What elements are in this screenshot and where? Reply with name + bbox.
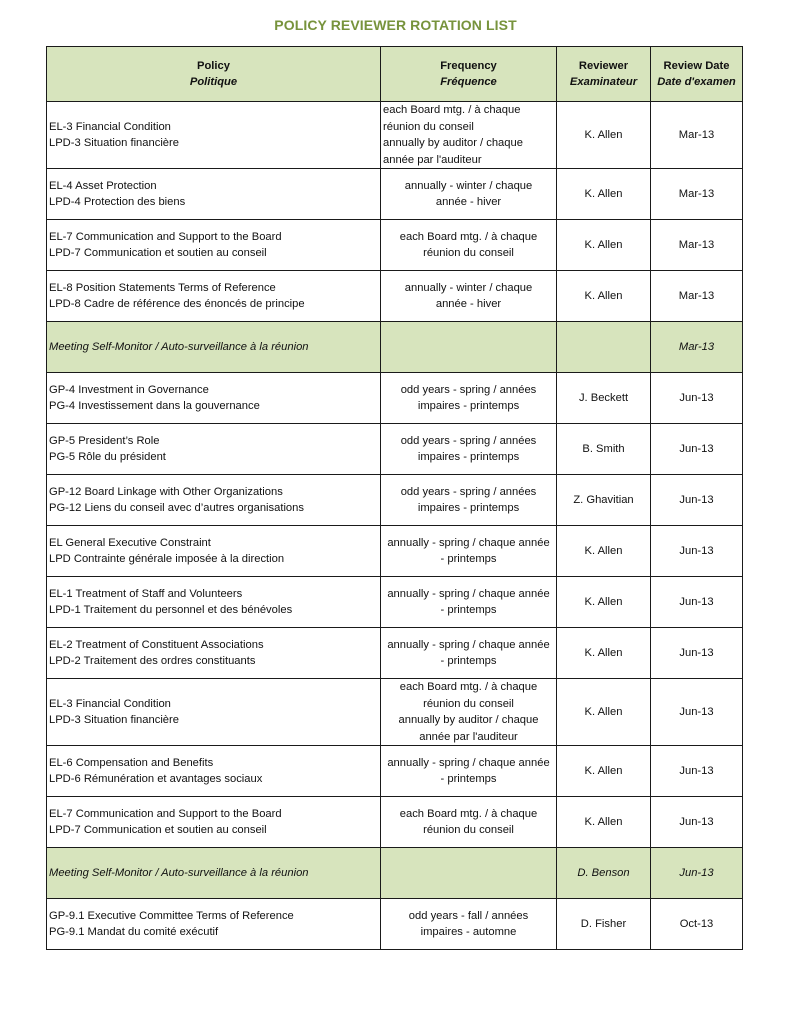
header-frequency	[381, 47, 557, 102]
frequency-line: impaires - automne	[420, 926, 517, 938]
frequency-line: annually - spring / chaque année	[387, 587, 550, 600]
review-date-cell: Jun-13	[651, 797, 743, 848]
policy-cell	[47, 848, 381, 899]
policy-line: GP-4 Investment in Governance	[49, 383, 209, 396]
policy-line: EL-2 Treatment of Constituent Associations	[49, 638, 264, 651]
frequency-cell	[381, 899, 557, 950]
policy-cell	[47, 679, 381, 746]
reviewer-cell: K. Allen	[557, 628, 651, 679]
review-date-cell: Mar-13	[651, 322, 743, 373]
header-frequency-fr: Fréquence	[440, 76, 497, 88]
policy-cell	[47, 169, 381, 220]
frequency-line: odd years - spring / années	[400, 383, 537, 396]
reviewer-cell: K. Allen	[557, 746, 651, 797]
header-date	[651, 47, 743, 102]
table-row	[47, 577, 743, 628]
policy-cell	[47, 102, 381, 169]
reviewer-cell: D. Benson	[557, 848, 651, 899]
policy-line: LPD-7 Communication et soutien au conseil	[49, 824, 267, 836]
policy-line: LPD-1 Traitement du personnel et des bénévoles	[49, 604, 293, 616]
policy-line: EL-1 Treatment of Staff and Volunteers	[49, 587, 243, 600]
reviewer-cell	[557, 322, 651, 373]
frequency-line: each Board mtg. / à chaque	[399, 230, 538, 243]
policy-line: LPD-8 Cadre de référence des énoncés de principe	[49, 298, 305, 310]
frequency-line: réunion du conseil	[423, 247, 514, 259]
frequency-line: - printemps	[440, 553, 497, 565]
policy-cell	[47, 526, 381, 577]
policy-cell	[47, 424, 381, 475]
frequency-line: réunion du conseil	[423, 697, 514, 710]
frequency-cell	[381, 322, 557, 373]
header-row	[47, 47, 743, 102]
review-date-cell: Jun-13	[651, 526, 743, 577]
frequency-cell	[381, 526, 557, 577]
frequency-line: impaires - printemps	[417, 502, 520, 514]
frequency-line: each Board mtg. / à chaque	[399, 807, 538, 820]
table-row	[47, 102, 743, 169]
table-row	[47, 169, 743, 220]
header-reviewer-en: Reviewer	[578, 59, 629, 72]
rotation-table	[46, 46, 743, 950]
frequency-line: impaires - printemps	[417, 451, 520, 463]
policy-cell	[47, 271, 381, 322]
reviewer-cell: K. Allen	[557, 169, 651, 220]
policy-line: Meeting Self-Monitor / Auto-surveillance à la réunion	[49, 340, 309, 353]
header-date-en: Review Date	[663, 59, 730, 72]
review-date-cell: Mar-13	[651, 271, 743, 322]
frequency-line: année par l'auditeur	[419, 730, 518, 743]
frequency-line: annually by auditor / chaque	[383, 137, 523, 149]
frequency-cell	[381, 102, 557, 169]
policy-cell	[47, 577, 381, 628]
policy-line: EL-7 Communication and Support to the Board	[49, 807, 282, 820]
policy-line: LPD-6 Rémunération et avantages sociaux	[49, 773, 263, 785]
policy-line: Meeting Self-Monitor / Auto-surveillance à la réunion	[49, 866, 309, 879]
review-date-cell: Mar-13	[651, 102, 743, 169]
frequency-cell	[381, 271, 557, 322]
table-row	[47, 797, 743, 848]
table-row	[47, 526, 743, 577]
reviewer-cell: K. Allen	[557, 526, 651, 577]
policy-line: LPD Contrainte générale imposée à la direction	[49, 553, 285, 565]
frequency-line: annually - spring / chaque année	[387, 536, 550, 549]
frequency-line: odd years - fall / années	[408, 909, 529, 922]
reviewer-cell: K. Allen	[557, 797, 651, 848]
frequency-line: odd years - spring / années	[400, 485, 537, 498]
frequency-cell	[381, 628, 557, 679]
frequency-line: annually - winter / chaque	[404, 179, 533, 192]
frequency-line: annually - winter / chaque	[404, 281, 533, 294]
reviewer-cell: J. Beckett	[557, 373, 651, 424]
reviewer-cell: K. Allen	[557, 679, 651, 746]
header-reviewer-fr: Examinateur	[569, 76, 638, 88]
frequency-cell	[381, 679, 557, 746]
reviewer-cell: K. Allen	[557, 577, 651, 628]
policy-line: LPD-2 Traitement des ordres constituants	[49, 655, 256, 667]
frequency-cell	[381, 169, 557, 220]
policy-line: GP-9.1 Executive Committee Terms of Reference	[49, 909, 294, 922]
header-policy	[47, 47, 381, 102]
policy-line: LPD-3 Situation financière	[49, 714, 179, 726]
review-date-cell: Jun-13	[651, 679, 743, 746]
table-row	[47, 424, 743, 475]
header-policy-fr: Politique	[189, 76, 238, 88]
frequency-cell	[381, 475, 557, 526]
reviewer-cell: D. Fisher	[557, 899, 651, 950]
policy-cell	[47, 628, 381, 679]
document-title: POLICY REVIEWER ROTATION LIST	[274, 17, 517, 33]
frequency-cell	[381, 577, 557, 628]
policy-line: LPD-7 Communication et soutien au conseil	[49, 247, 267, 259]
policy-line: PG-4 Investissement dans la gouvernance	[49, 400, 260, 412]
frequency-line: année - hiver	[435, 196, 502, 208]
reviewer-cell: Z. Ghavitian	[557, 475, 651, 526]
policy-line: PG-5 Rôle du président	[49, 451, 166, 463]
policy-cell	[47, 746, 381, 797]
frequency-line: annually - spring / chaque année	[387, 638, 550, 651]
frequency-line: annually by auditor / chaque	[398, 714, 539, 726]
frequency-cell	[381, 424, 557, 475]
frequency-line: réunion du conseil	[423, 824, 514, 836]
policy-line: EL-6 Compensation and Benefits	[49, 756, 214, 769]
review-date-cell: Jun-13	[651, 475, 743, 526]
policy-line: LPD-4 Protection des biens	[49, 196, 186, 208]
policy-cell	[47, 373, 381, 424]
policy-line: EL-8 Position Statements Terms of Reference	[49, 281, 276, 294]
reviewer-cell: K. Allen	[557, 271, 651, 322]
table-row	[47, 679, 743, 746]
header-policy-en: Policy	[197, 59, 230, 72]
policy-line: EL-7 Communication and Support to the Board	[49, 230, 282, 243]
frequency-line: année - hiver	[435, 298, 502, 310]
meeting-row	[47, 848, 743, 899]
review-date-cell: Jun-13	[651, 628, 743, 679]
table-row	[47, 271, 743, 322]
review-date-cell: Mar-13	[651, 169, 743, 220]
reviewer-cell: K. Allen	[557, 102, 651, 169]
table-row	[47, 746, 743, 797]
frequency-line: each Board mtg. / à chaque	[383, 104, 521, 116]
policy-line: LPD-3 Situation financière	[49, 137, 179, 149]
table-row	[47, 475, 743, 526]
policy-cell	[47, 797, 381, 848]
review-date-cell: Jun-13	[651, 373, 743, 424]
frequency-cell	[381, 746, 557, 797]
frequency-line: annually - spring / chaque année	[387, 756, 550, 769]
table-body	[47, 102, 743, 950]
policy-line: GP-5 President’s Role	[49, 434, 160, 447]
header-date-fr: Date d'examen	[657, 76, 736, 88]
review-date-cell: Jun-13	[651, 577, 743, 628]
policy-line: EL General Executive Constraint	[49, 536, 211, 549]
table-row	[47, 628, 743, 679]
table-row	[47, 220, 743, 271]
policy-line: EL-3 Financial Condition	[49, 697, 171, 710]
policy-line: GP-12 Board Linkage with Other Organizations	[49, 485, 283, 498]
policy-line: PG-9.1 Mandat du comité exécutif	[49, 926, 219, 938]
table-row	[47, 373, 743, 424]
reviewer-cell: K. Allen	[557, 220, 651, 271]
meeting-row	[47, 322, 743, 373]
frequency-line: - printemps	[440, 604, 497, 616]
review-date-cell: Mar-13	[651, 220, 743, 271]
policy-cell	[47, 899, 381, 950]
header-reviewer	[557, 47, 651, 102]
frequency-line: année par l'auditeur	[383, 153, 482, 166]
frequency-line: each Board mtg. / à chaque	[399, 681, 538, 693]
policy-cell	[47, 322, 381, 373]
frequency-line: odd years - spring / années	[400, 434, 537, 447]
frequency-cell	[381, 797, 557, 848]
policy-line: PG-12 Liens du conseil avec d’autres organisations	[49, 502, 304, 514]
header-frequency-en: Frequency	[440, 59, 497, 72]
policy-line: EL-3 Financial Condition	[49, 120, 171, 133]
review-date-cell: Oct-13	[651, 899, 743, 950]
table-row	[47, 899, 743, 950]
frequency-cell	[381, 220, 557, 271]
frequency-cell	[381, 373, 557, 424]
reviewer-cell: B. Smith	[557, 424, 651, 475]
review-date-cell: Jun-13	[651, 424, 743, 475]
frequency-line: - printemps	[440, 655, 497, 667]
review-date-cell: Jun-13	[651, 746, 743, 797]
policy-line: EL-4 Asset Protection	[49, 179, 157, 192]
policy-cell	[47, 220, 381, 271]
frequency-line: impaires - printemps	[417, 400, 520, 412]
frequency-line: - printemps	[440, 773, 497, 785]
frequency-line: réunion du conseil	[383, 120, 474, 133]
frequency-cell	[381, 848, 557, 899]
review-date-cell: Jun-13	[651, 848, 743, 899]
policy-cell	[47, 475, 381, 526]
